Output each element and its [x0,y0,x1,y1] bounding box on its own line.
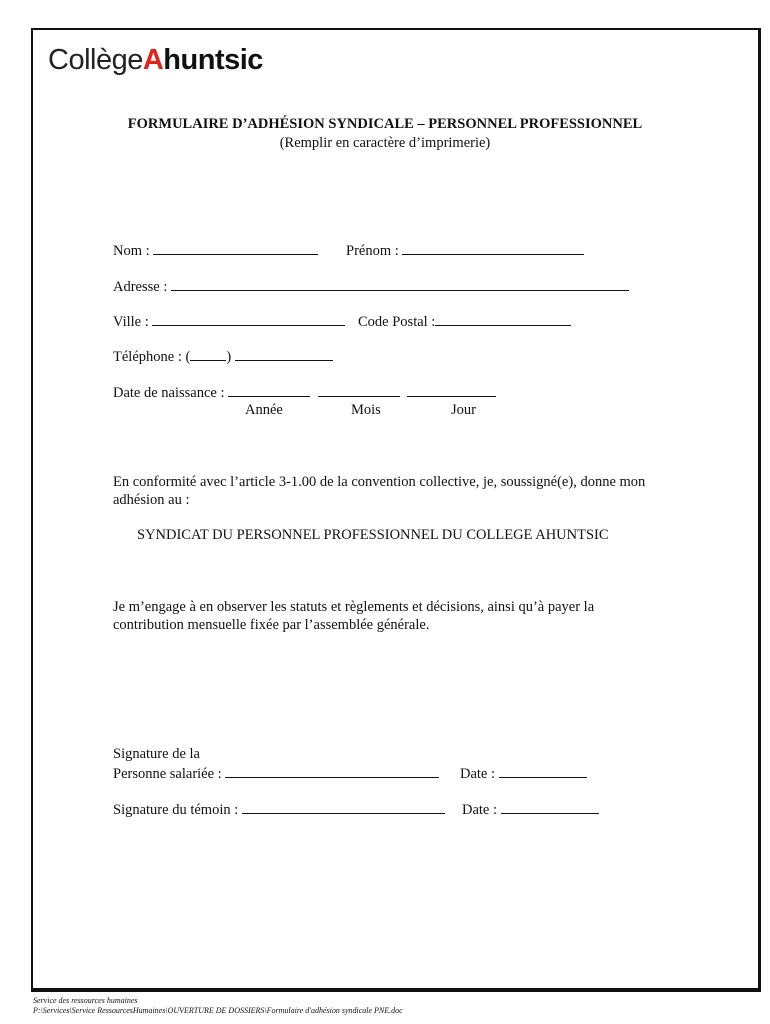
jour-caption: Jour [451,402,476,418]
employee-signature-label: Personne salariée : [113,766,222,782]
page-border [31,28,761,992]
area-code-blank[interactable] [190,348,226,361]
conformity-paragraph: En conformité avec l’article 3-1.00 de la convention collective, je, soussigné(e), donne mon adhésion au : [113,474,646,508]
area-code-close-paren: ) [226,349,232,365]
date1-blank[interactable] [499,765,587,778]
footer-department: Service des ressources humaines [33,996,138,1005]
prenom-row [346,242,584,260]
adresse-blank[interactable] [171,278,629,291]
logo-accent-letter: A [142,44,164,76]
area-code-open-paren: ( [185,349,191,365]
footer-file-path: P:\Services\Service RessourcesHumaines\OUVERTURE DE DOSSIERS\Formulaire d'adhésion syndicale PNE.doc [33,1006,403,1015]
union-name: SYNDICAT DU PERSONNEL PROFESSIONNEL DU COLLEGE AHUNTSIC [137,527,609,543]
witness-signature-row [113,801,445,819]
date2-blank[interactable] [501,801,599,814]
witness-signature-label: Signature du témoin : [113,802,239,818]
telephone-row [113,348,333,366]
annee-blank[interactable] [228,384,310,397]
witness-signature-blank[interactable] [242,801,445,814]
date2-row [462,801,599,819]
code-postal-label: Code Postal : [358,314,436,330]
adresse-label: Adresse : [113,279,168,295]
employee-signature-row [113,765,439,783]
logo-word-ahuntsic: huntsic [163,44,263,76]
employee-signature-blank[interactable] [225,765,439,778]
code-postal-blank[interactable] [435,313,571,326]
form-title: FORMULAIRE D’ADHÉSION SYNDICALE – PERSONNEL PROFESSIONNEL [127,116,643,132]
nom-row [113,242,318,260]
commitment-paragraph: Je m’engage à en observer les statuts et règlements et décisions, ainsi qu’à payer la contribution mensuelle fixée par l’assemblée générale. [113,599,595,633]
telephone-label: Téléphone : [113,349,182,365]
code-postal-row [358,313,571,331]
telephone-blank[interactable] [235,348,333,361]
ville-row [113,313,345,331]
date-naissance-row [113,384,496,402]
logo-word-college: Collège [48,44,143,76]
mois-blank[interactable] [318,384,400,397]
date-naissance-label: Date de naissance : [113,385,225,401]
prenom-label: Prénom : [346,243,399,259]
date1-label: Date : [460,766,496,782]
date2-label: Date : [462,802,498,818]
nom-blank[interactable] [153,242,318,255]
employee-signature-label-line1: Signature de la [113,746,200,762]
adresse-row [113,278,629,296]
prenom-blank[interactable] [402,242,584,255]
annee-caption: Année [245,402,283,418]
ville-label: Ville : [113,314,149,330]
jour-blank[interactable] [407,384,496,397]
college-logo [48,46,263,75]
ville-blank[interactable] [152,313,345,326]
nom-label: Nom : [113,243,150,259]
form-subtitle: (Remplir en caractère d’imprimerie) [279,135,491,151]
mois-caption: Mois [351,402,381,418]
date1-row [460,765,587,783]
